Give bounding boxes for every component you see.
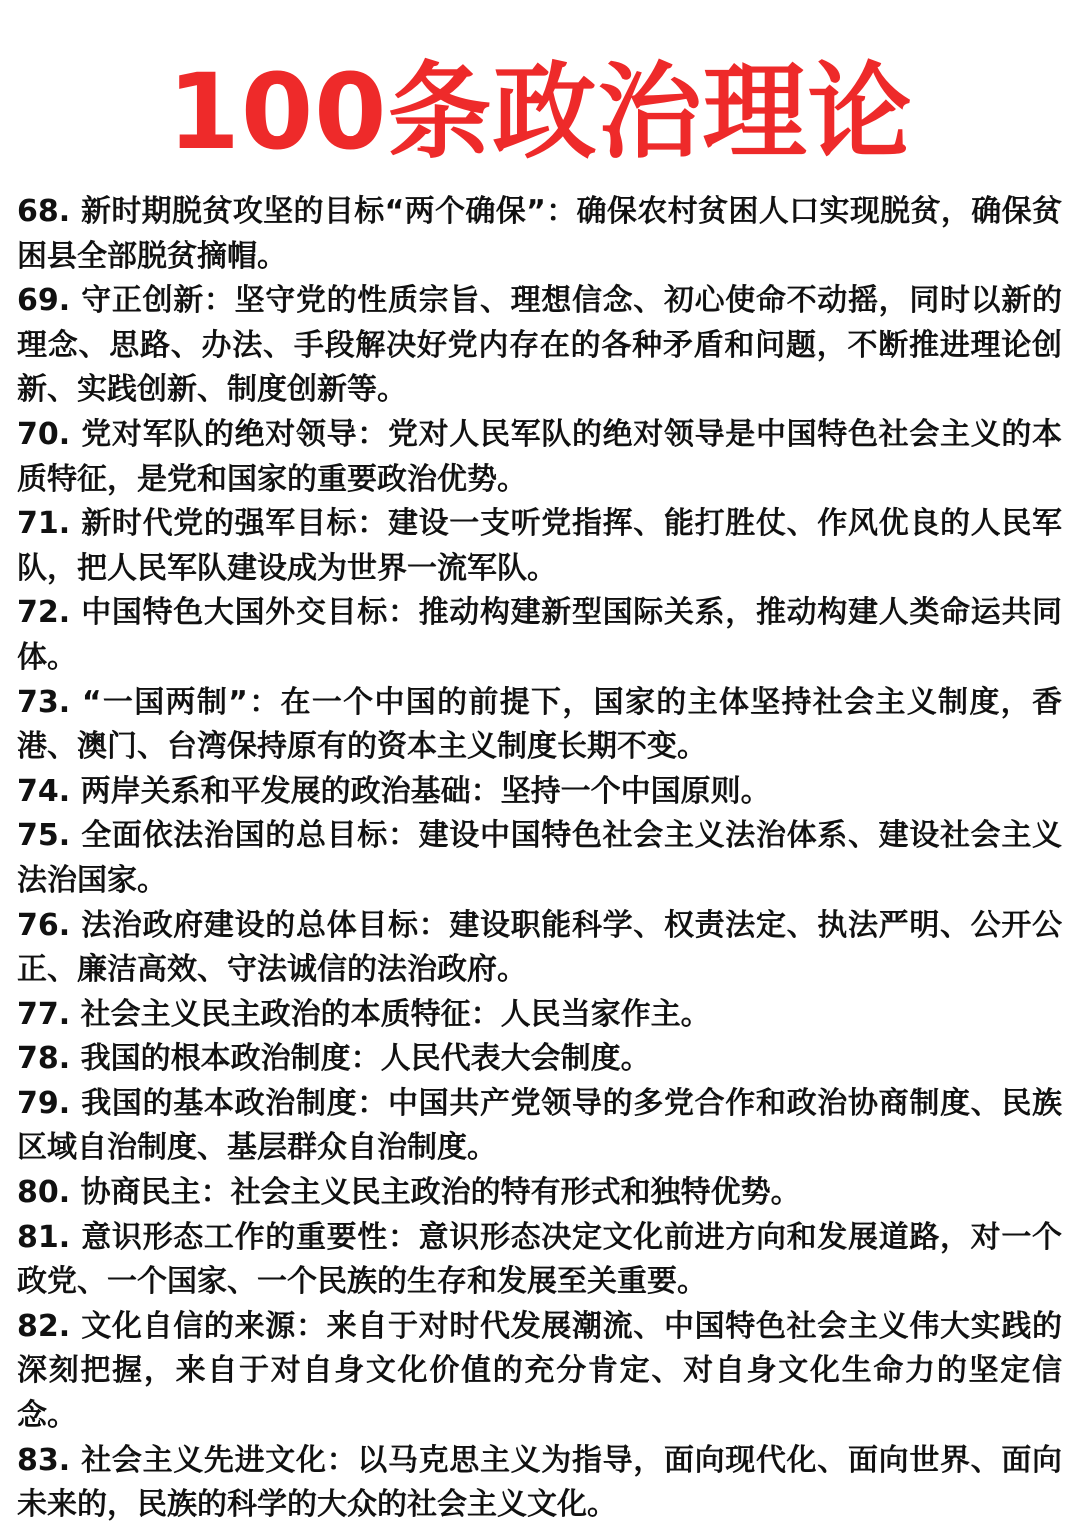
list-item: 80. 协商民主：社会主义民主政治的特有形式和独特优势。 [17, 1175, 801, 1211]
list-item: 76. 法治政府建设的总体目标：建设职能科学、权责法定、执法严明、公开公正、廉洁高效、守法诚信的法治政府。 [17, 907, 1062, 988]
list-item: 71. 新时代党的强军目标：建设一支听党指挥、能打胜仗、作风优良的人民军队，把人民军队建设成为世界一流军队。 [17, 506, 1062, 586]
list-item: 72. 中国特色大国外交目标：推动构建新型国际关系，推动构建人类命运共同体。 [17, 595, 1062, 675]
list-item: 77. 社会主义民主政治的本质特征：人民当家作主。 [17, 996, 711, 1032]
theory-list [17, 190, 1062, 1528]
page-title: 100条政治理论 [167, 51, 913, 173]
list-item: 83. 社会主义先进文化：以马克思主义为指导，面向现代化、面向世界、面向未来的，民族的科学的大众的社会主义文化。 [17, 1442, 1062, 1523]
list-item: 70. 党对军队的绝对领导：党对人民军队的绝对领导是中国特色社会主义的本质特征，是党和国家的重要政治优势。 [17, 416, 1062, 497]
list-item: 81. 意识形态工作的重要性：意识形态决定文化前进方向和发展道路，对一个政党、一个国家、一个民族的生存和发展至关重要。 [17, 1219, 1062, 1300]
list-item: 78. 我国的根本政治制度：人民代表大会制度。 [17, 1041, 651, 1077]
list-item: 79. 我国的基本政治制度：中国共产党领导的多党合作和政治协商制度、民族区域自治制度、基层群众自治制度。 [17, 1085, 1062, 1166]
list-item: 74. 两岸关系和平发展的政治基础：坚持一个中国原则。 [17, 773, 771, 809]
list-item: 73. “一国两制”：在一个中国的前提下，国家的主体坚持社会主义制度，香港、澳门、台湾保持原有的资本主义制度长期不变。 [17, 684, 1062, 765]
list-item: 69. 守正创新：坚守党的性质宗旨、理想信念、初心使命不动摇，同时以新的理念、思路、办法、手段解决好党内存在的各种矛盾和问题，不断推进理论创新、实践创新、制度创新等。 [17, 283, 1062, 408]
list-item: 75. 全面依法治国的总目标：建设中国特色社会主义法治体系、建设社会主义法治国家。 [17, 818, 1062, 898]
list-item: 82. 文化自信的来源：来自于对时代发展潮流、中国特色社会主义伟大实践的深刻把握，来自于对自身文化价值的充分肯定、对自身文化生命力的坚定信念。 [17, 1308, 1062, 1434]
list-item: 68. 新时期脱贫攻坚的目标“两个确保”：确保农村贫困人口实现脱贫，确保贫困县全部脱贫摘帽。 [17, 194, 1062, 274]
